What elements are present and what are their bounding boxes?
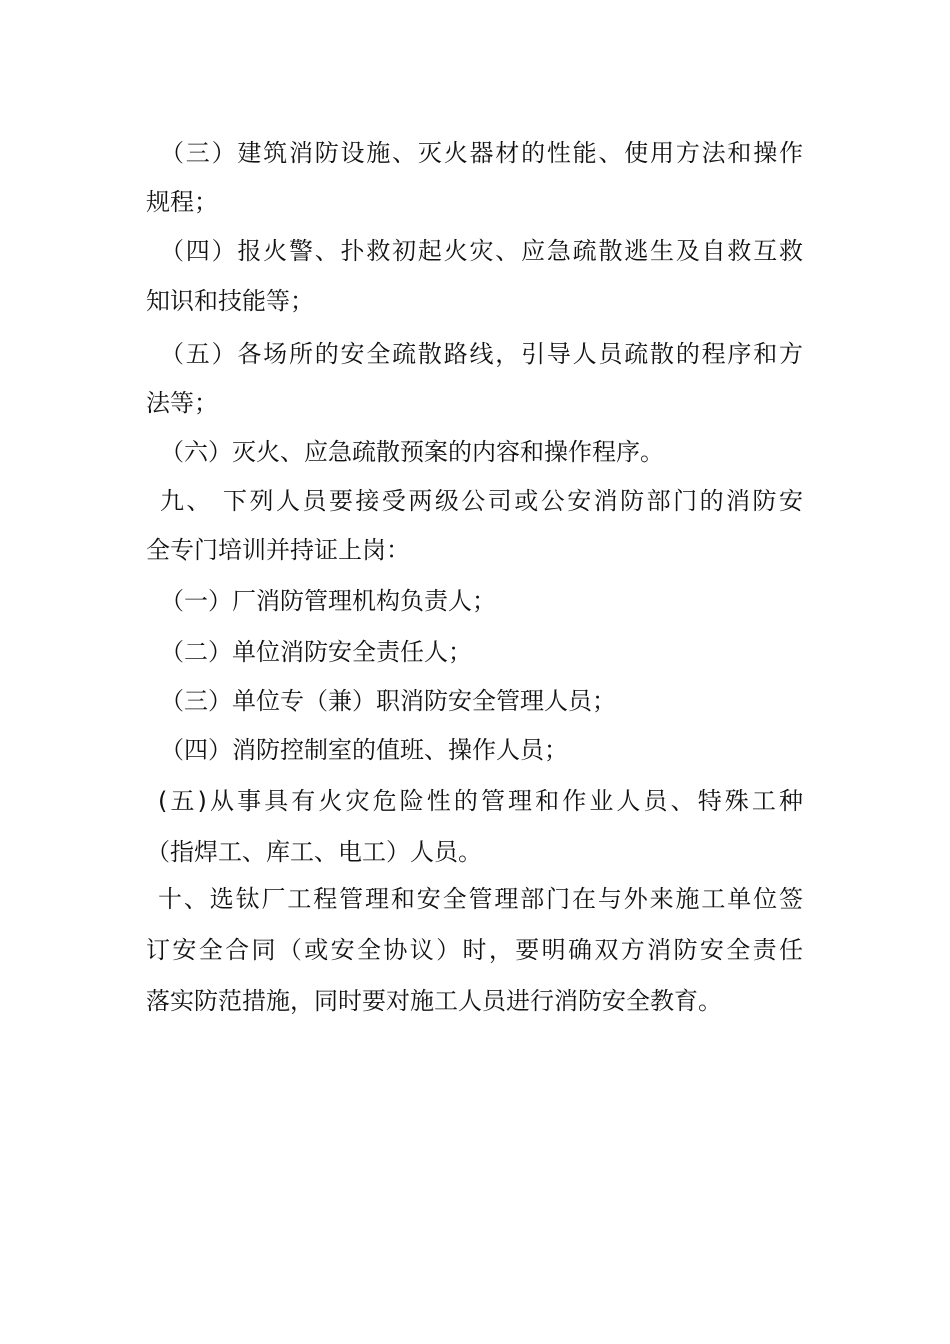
- text-line-9: 全专门培训并持证上岗：: [146, 536, 410, 564]
- text-line-11: （二）单位消防安全责任人；: [160, 638, 472, 666]
- text-line-4: 知识和技能等；: [146, 287, 314, 315]
- text-line-8: 九、 下列人员要接受两级公司或公安消防部门的消防安: [160, 487, 803, 515]
- text-line-3: （四）报火警、扑救初起火灾、应急疏散逃生及自救互救: [160, 237, 803, 265]
- text-line-12: （三）单位专（兼）职消防安全管理人员；: [160, 687, 616, 715]
- text-line-5: （五）各场所的安全疏散路线，引导人员疏散的程序和方: [160, 340, 803, 368]
- text-line-17: 订安全合同（或安全协议）时，要明确双方消防安全责任: [146, 936, 803, 964]
- text-line-7: （六）灭火、应急疏散预案的内容和操作程序。: [160, 438, 664, 466]
- text-line-10: （一）厂消防管理机构负责人；: [160, 587, 496, 615]
- text-line-14: (五)从事具有火灾危险性的管理和作业人员、特殊工种: [158, 787, 803, 815]
- text-line-18: 落实防范措施，同时要对施工人员进行消防安全教育。: [146, 987, 722, 1015]
- text-line-6: 法等；: [146, 389, 218, 417]
- text-line-15: （指焊工、库工、电工）人员。: [146, 838, 482, 866]
- text-line-16: 十、选钛厂工程管理和安全管理部门在与外来施工单位签: [158, 885, 803, 913]
- text-line-1: （三）建筑消防设施、灭火器材的性能、使用方法和操作: [160, 139, 803, 167]
- text-line-13: （四）消防控制室的值班、操作人员；: [160, 736, 568, 764]
- text-line-2: 规程；: [146, 188, 218, 216]
